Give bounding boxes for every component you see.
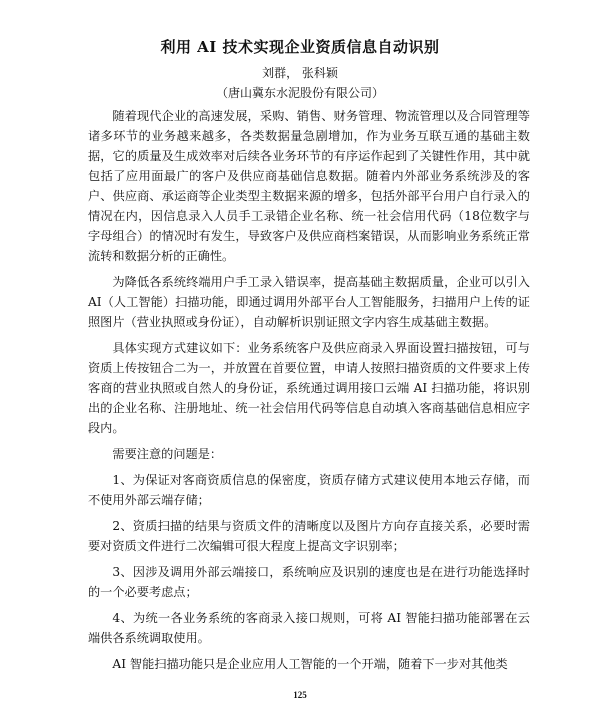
article-body: [88, 106, 530, 680]
page-number: 125: [293, 690, 307, 700]
paragraph-notes-heading: 需要注意的问题是：: [112, 447, 223, 461]
author-line: 刘群， 张科颖: [262, 66, 338, 80]
paper-title: 利用 AI 技术实现企业资质信息自动识别: [160, 38, 440, 56]
paragraph-note-2: 2、资质扫描的结果与资质文件的清晰度以及图片方向存直接关系，必要时需要对资质文件进行二次编辑可很大程度上提高文字识别率；: [88, 519, 530, 553]
affiliation-line: （唐山冀东水泥股份有限公司）: [215, 86, 384, 100]
paragraph-note-3: 3、因涉及调用外部云端接口，系统响应及识别的速度也是在进行功能选择时的一个必要考虑点；: [88, 565, 530, 599]
paragraph-closing: AI 智能扫描功能只是企业应用人工智能的一个开端，随着下一步对其他类: [112, 657, 508, 671]
paragraph-implementation: 具体实现方式建议如下：业务系统客户及供应商录入界面设置扫描按钮，可与资质上传按钮合二为一，并放置在首要位置，申请人按照扫描资质的文件要求上传客商的营业执照或自然人的身份证，系统通过调用接口云端 AI 扫描功能，将识别出的企业名称、注册地址、统一社会信用代码等信息自动填入客商基础信息相应字段内。: [88, 341, 530, 435]
paragraph-note-1: 1、为保证对客商资质信息的保密度，资质存储方式建议使用本地云存储，而不使用外部云端存储；: [88, 473, 530, 507]
paragraph-solution: 为降低各系统终端用户手工录入错误率，提高基础主数据质量，企业可以引入 AI（人工智能）扫描功能，即通过调用外部平台人工智能服务，扫描用户上传的证照图片（营业执照或身份证），自动解析识别证照文字内容生成基础主数据。: [88, 275, 530, 329]
paragraph-intro: 随着现代企业的高速发展，采购、销售、财务管理、物流管理以及合同管理等诸多环节的业务越来越多，各类数据量急剧增加，作为业务互联互通的基础主数据，它的质量及生成效率对后续各业务环节的有序运作起到了关键性作用，其中就包括了应用面最广的客户及供应商基础信息数据。随着内外部业务系统涉及的客户、供应商、承运商等企业类型主数据来源的增多，包括外部平台用户自行录入的情况在内，因信息录入人员手工录错企业名称、统一社会信用代码（18位数字与字母组合）的情况时有发生，导致客户及供应商档案错误，从而影响业务系统正常流转和数据分析的正确性。: [88, 109, 530, 263]
paragraph-note-4: 4、为统一各业务系统的客商录入接口规则，可将 AI 智能扫描功能部署在云端供各系统调取使用。: [88, 611, 530, 645]
